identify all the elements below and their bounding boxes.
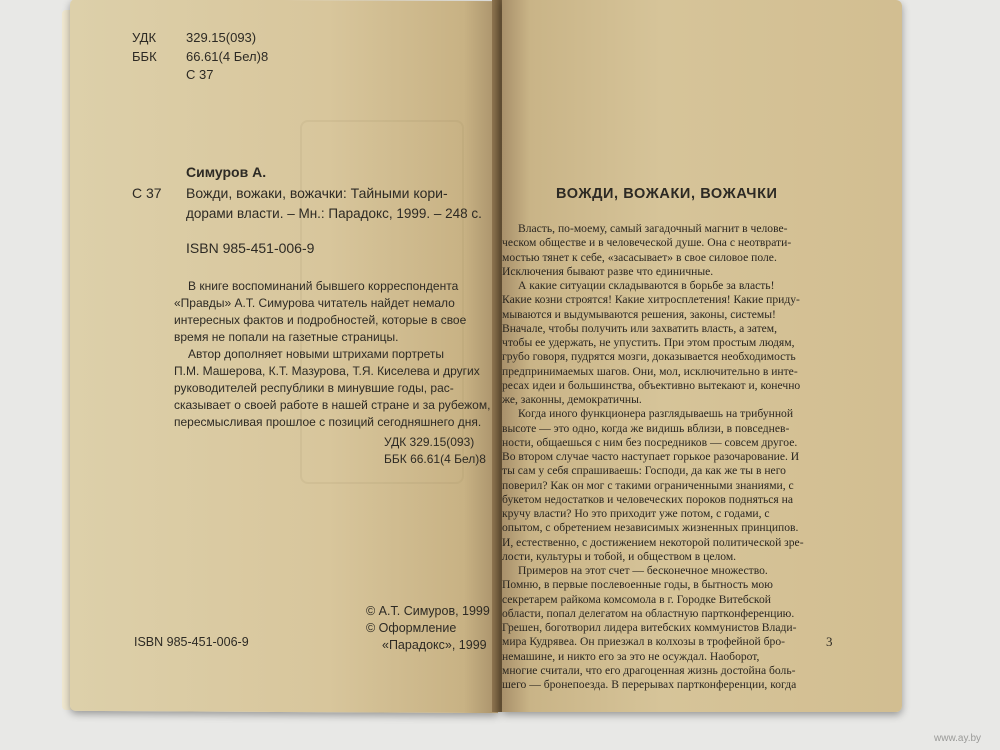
bbk-label: ББК bbox=[132, 49, 157, 64]
copyright-line: © А.Т. Симуров, 1999 bbox=[366, 604, 490, 618]
bbk-code: 66.61(4 Бел)8 bbox=[186, 49, 269, 64]
annotation-line: пересмысливая прошлое с позиций сегодняшнего дня. bbox=[174, 415, 482, 429]
text-line: И, естественно, с достижением некоторой политической зре- bbox=[502, 535, 804, 549]
text-line: высоте — это одно, когда же видишь вблизи, в повседнев- bbox=[502, 421, 790, 435]
annotation-line: «Правды» А.Т. Симурова читатель найдет немало bbox=[174, 296, 455, 310]
text-line: А какие ситуации складываются в борьбе за власть! bbox=[518, 279, 775, 292]
author-name: Симуров А. bbox=[186, 164, 267, 180]
text-line: Когда иного функционера разглядываешь на трибунной bbox=[518, 407, 794, 421]
text-line: мываются и выдумываются решения, законы, системы! bbox=[502, 307, 776, 321]
udk-label: УДК bbox=[132, 30, 157, 45]
copyright-line: © Оформление bbox=[366, 621, 457, 635]
entry-code: С 37 bbox=[132, 185, 162, 201]
bbk-bottom: ББК 66.61(4 Бел)8 bbox=[384, 452, 486, 466]
text-line: Помню, в первые послевоенные годы, в бытность мою bbox=[502, 578, 773, 592]
text-line: Какие козни строятся! Какие хитросплетения! Какие приду- bbox=[502, 293, 800, 307]
text-line: лости, культуры и тобой, и обществом в целом. bbox=[502, 549, 737, 563]
annotation-line: сказывает о своей работе в нашей стране и за рубежом, bbox=[174, 398, 491, 412]
annotation-line: П.М. Машерова, К.Т. Мазурова, Т.Я. Киселева и других bbox=[174, 364, 480, 378]
isbn-bottom: ISBN 985-451-006-9 bbox=[134, 635, 249, 649]
annotation-line: интересных фактов и подробностей, которые в свое bbox=[174, 313, 467, 327]
udk-code: 329.15(093) bbox=[186, 30, 257, 45]
entry-line-2: дорами власти. – Мн.: Парадокс, 1999. – 248 с. bbox=[186, 206, 482, 221]
text-line: Примеров на этот счет — бесконечное множество. bbox=[518, 564, 768, 577]
isbn-main: ISBN 985-451-006-9 bbox=[186, 240, 315, 256]
body-text bbox=[502, 222, 834, 692]
watermark: www.ay.by bbox=[934, 733, 982, 744]
chapter-heading: ВОЖДИ, ВОЖАКИ, ВОЖАЧКИ bbox=[556, 186, 778, 202]
text-line: ресах идеи и большинства, объективно вытекают и, конечно bbox=[502, 378, 801, 392]
annotation-line: время не попали на газетные страницы. bbox=[174, 330, 399, 344]
annotation-line: руководителей республики в минувшие годы, рас- bbox=[174, 381, 454, 395]
text-line: секретарем райкома комсомола в г. Городке Витебской bbox=[502, 592, 771, 606]
page-number: 3 bbox=[826, 634, 833, 649]
text-line: Грешен, боготворил лидера витебских коммунистов Влади- bbox=[502, 621, 797, 634]
text-line: Вначале, чтобы получить или захватить власть, а затем, bbox=[502, 321, 778, 335]
text-line: же, законны, демократичны. bbox=[502, 393, 642, 406]
text-line: мостью тянет к себе, «засасывает» в свое силовое поле. bbox=[502, 250, 777, 264]
text-line: Власть, по-моему, самый загадочный магнит в челове- bbox=[518, 222, 788, 235]
text-line: предпринимаемых шагов. Они, мол, исключительно в инте- bbox=[502, 364, 798, 378]
text-line: шего — бронепоезда. В перерывах партконференции, когда bbox=[502, 678, 797, 691]
text-line: ческом обществе и в человеческой душе. Она с неотврати- bbox=[502, 236, 792, 250]
text-line: многие считали, что его драгоценная жизнь достойна боль- bbox=[502, 663, 796, 677]
text-line: грубо говоря, пудрятся мозги, доказывается необходимость bbox=[502, 350, 796, 364]
text-line: букетом недостатков и человеческих пороков подняться на bbox=[502, 492, 793, 506]
annotation-line: В книге воспоминаний бывшего корреспондента bbox=[188, 279, 459, 293]
text-line: немашине, и никто его за это не осуждал. Наоборот, bbox=[502, 649, 760, 663]
annotation-line: Автор дополняет новыми штрихами портреты bbox=[188, 347, 445, 361]
text-line: области, попал делегатом на областную партконференцию. bbox=[502, 606, 795, 620]
text-line: Во втором случае часто наступает горькое разочарование. И bbox=[502, 450, 800, 463]
text-line: опытом, с обретением независимых жизненных принципов. bbox=[502, 521, 799, 535]
udk-bottom: УДК 329.15(093) bbox=[384, 435, 475, 449]
text-line: мира Кудрявеа. Он приезжал в колхозы в трофейной бро- bbox=[502, 635, 786, 649]
text-line: ты сам у себя спрашиваешь: Господи, да как же ты в него bbox=[502, 464, 786, 478]
class-code: С 37 bbox=[186, 67, 214, 82]
copyright-line: «Парадокс», 1999 bbox=[382, 638, 487, 652]
text-line: ности, общаешься с ним без посредников — совсем другое. bbox=[502, 435, 798, 449]
text-line: чтобы ее удержать, не упустить. При этом простым людям, bbox=[502, 336, 795, 349]
text-line: Исключения бывают разве что единичные. bbox=[502, 264, 714, 278]
text-line: кручу власти? Но это приходит уже потом, с годами, с bbox=[502, 507, 770, 520]
entry-line-1: Вожди, вожаки, вожачки: Тайными кори- bbox=[186, 185, 448, 201]
text-line: поверил? Как он мог с такими ограниченными знаниями, с bbox=[502, 478, 794, 492]
